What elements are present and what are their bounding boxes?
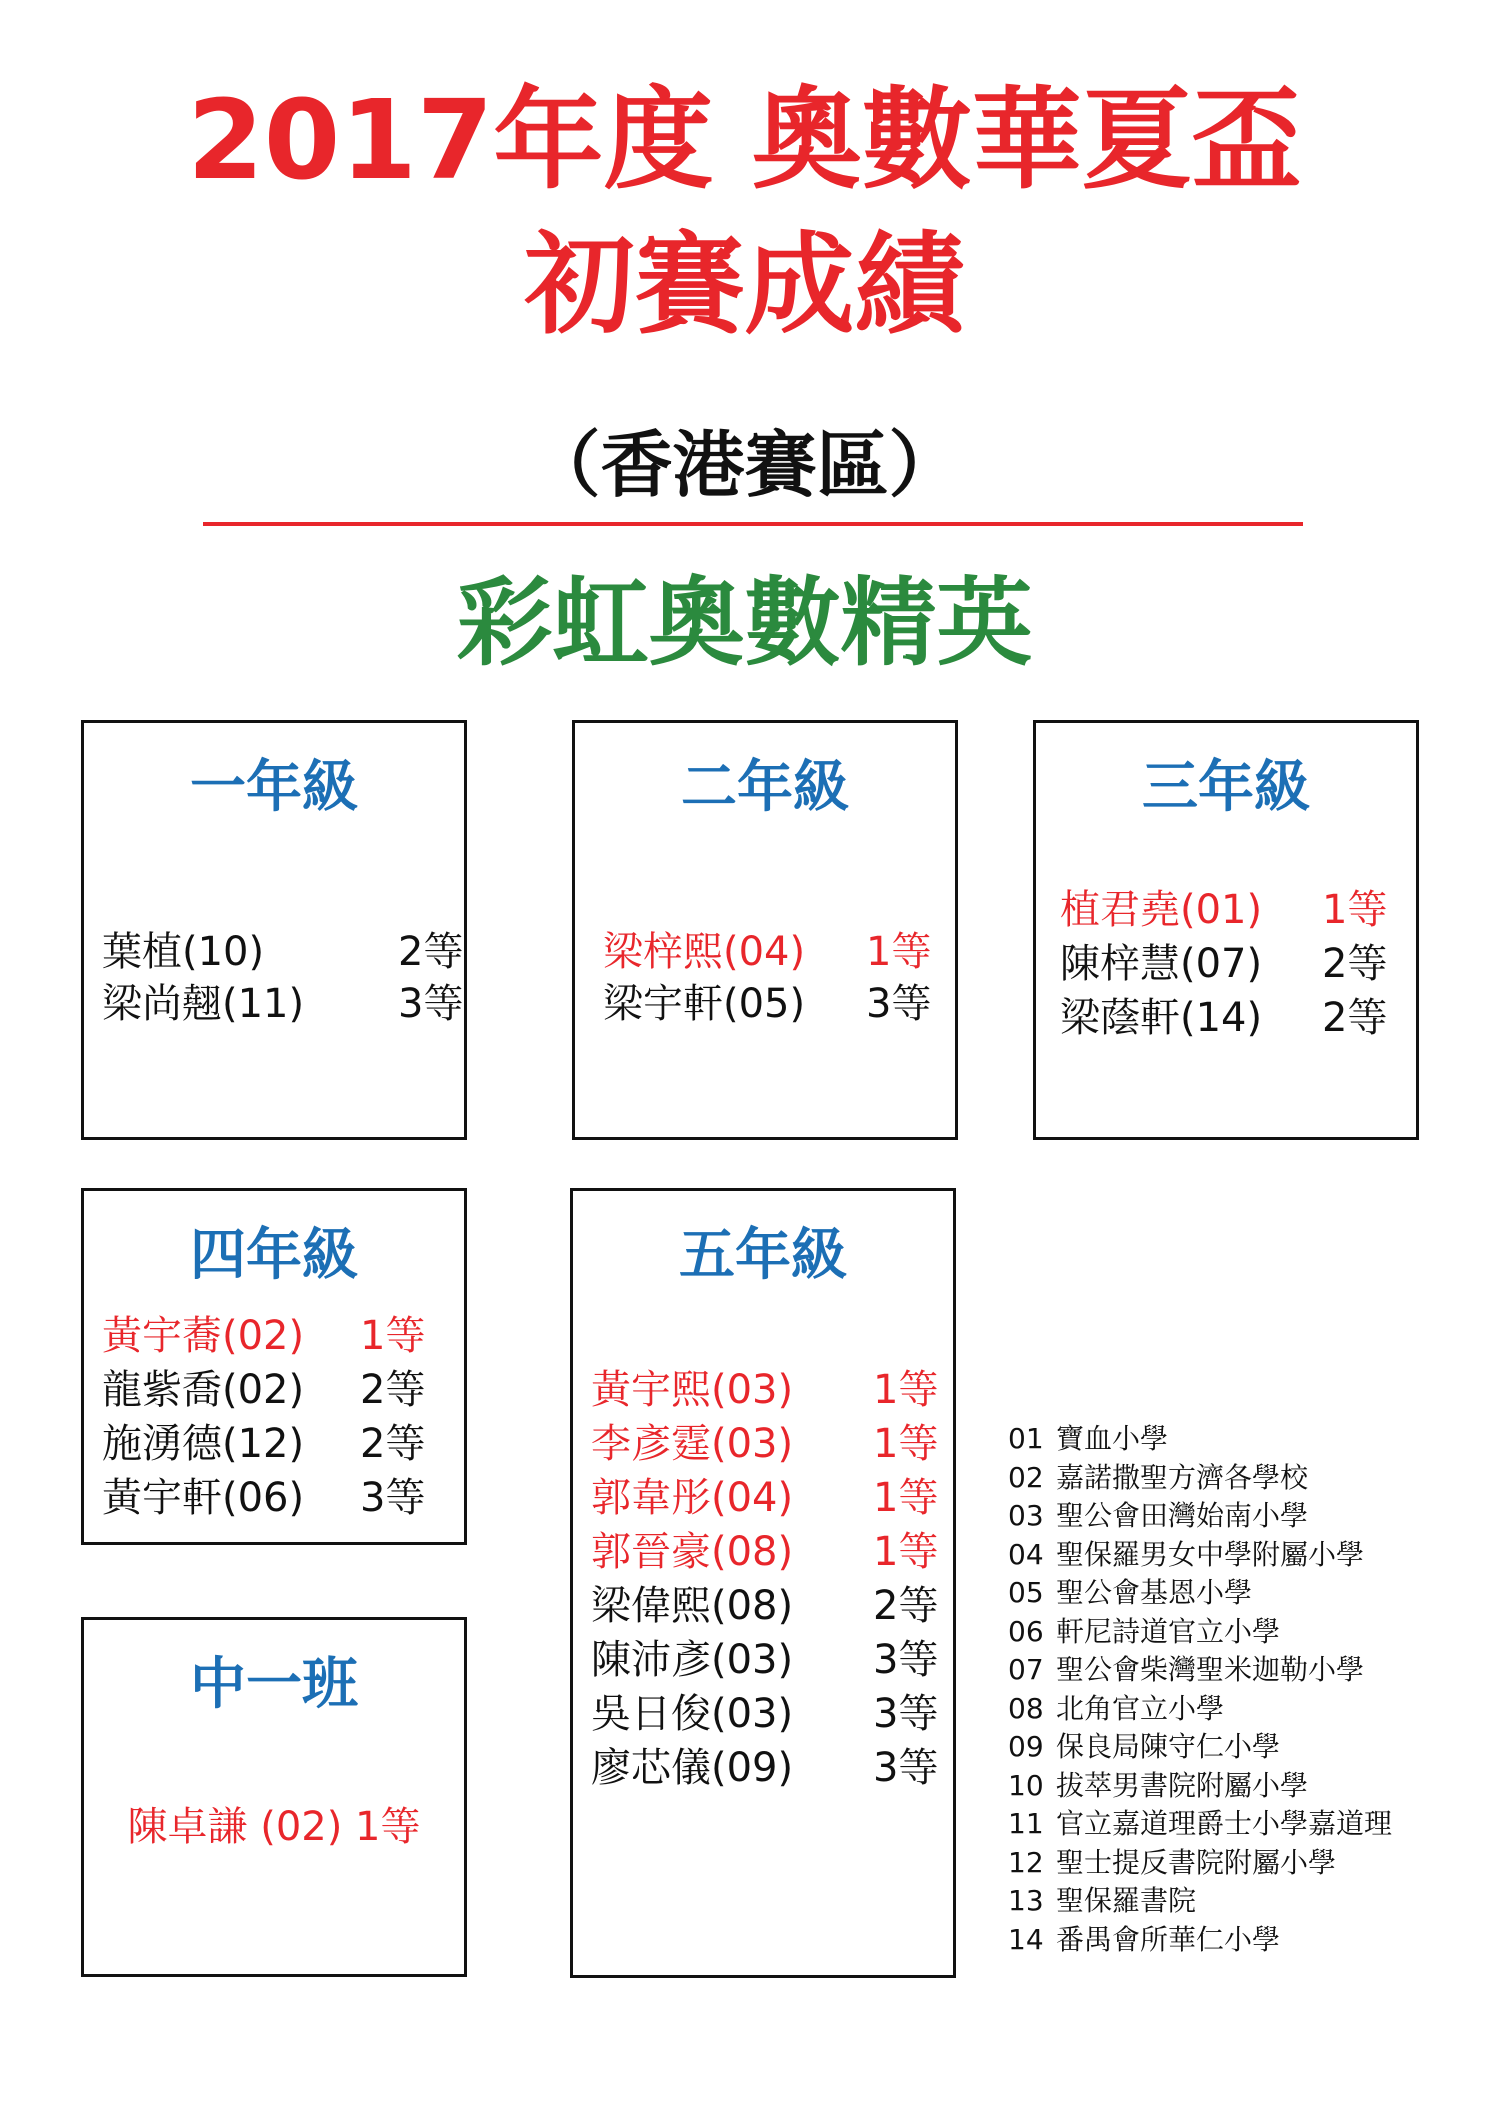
grade-1-box [81, 720, 467, 1140]
student-name: 龍紫喬(02) [102, 1367, 305, 1413]
school-name: 北角官立小學 [1056, 1691, 1225, 1725]
student-name: 梁梓熙(04) [603, 929, 806, 975]
legend-item [1008, 1690, 1478, 1729]
school-name: 番禺會所華仁小學 [1056, 1922, 1281, 1956]
school-code: 07 [1008, 1653, 1044, 1686]
student-name: 吳日俊(03) [591, 1691, 794, 1737]
form-1-box [81, 1617, 467, 1977]
award: 1等 [873, 1421, 939, 1467]
legend-item [1008, 1805, 1478, 1844]
school-code: 09 [1008, 1730, 1044, 1763]
student-name: 廖芯儀(09) [591, 1745, 794, 1791]
award: 2等 [360, 1367, 426, 1413]
student-name: 梁宇軒(05) [603, 981, 806, 1027]
school-name: 拔萃男書院附屬小學 [1056, 1768, 1309, 1802]
school-name: 聖保羅男女中學附屬小學 [1056, 1537, 1365, 1571]
school-code: 11 [1008, 1807, 1044, 1840]
grade-3-title: 三年級 [1142, 755, 1310, 820]
grade-2-title: 二年級 [681, 755, 849, 820]
award: 1等 [866, 929, 932, 975]
student-name: 陳卓謙 (02) 1等 [127, 1804, 421, 1850]
student-name: 李彥霆(03) [591, 1421, 794, 1467]
award: 2等 [398, 929, 464, 975]
school-name: 聖公會田灣始南小學 [1056, 1499, 1309, 1532]
award: 3等 [873, 1745, 939, 1791]
grade-4-box [81, 1188, 467, 1545]
legend-item [1008, 1459, 1478, 1498]
legend-item [1008, 1767, 1478, 1806]
school-name: 寶血小學 [1056, 1422, 1169, 1455]
student-name: 葉植(10) [102, 929, 265, 975]
grade-4-title: 四年級 [190, 1223, 358, 1288]
school-name: 聖士提反書院附屬小學 [1056, 1845, 1337, 1879]
legend-item [1008, 1651, 1478, 1690]
award: 2等 [360, 1421, 426, 1467]
school-code: 06 [1008, 1614, 1044, 1648]
legend-item [1008, 1882, 1478, 1921]
student-name: 梁蔭軒(14) [1060, 995, 1263, 1041]
school-name: 保良局陳守仁小學 [1056, 1730, 1281, 1763]
student-name: 陳梓慧(07) [1060, 941, 1263, 987]
school-code: 08 [1008, 1691, 1044, 1725]
legend-item [1008, 1420, 1478, 1459]
award: 3等 [866, 981, 932, 1027]
school-code: 02 [1008, 1460, 1044, 1494]
student-name: 梁偉熙(08) [591, 1583, 794, 1629]
school-code: 10 [1008, 1768, 1044, 1802]
award: 1等 [873, 1475, 939, 1521]
award: 1等 [1322, 887, 1388, 933]
award: 1等 [873, 1529, 939, 1575]
school-code: 14 [1008, 1922, 1044, 1956]
region-label: （香港賽區） [528, 423, 961, 507]
school-code: 13 [1008, 1884, 1044, 1917]
school-name: 嘉諾撒聖方濟各學校 [1056, 1460, 1309, 1494]
student-name: 施湧德(12) [102, 1421, 305, 1467]
school-name: 聖保羅書院 [1056, 1884, 1197, 1917]
school-code: 04 [1008, 1537, 1044, 1571]
student-name: 梁尚翹(11) [102, 981, 305, 1027]
student-name: 郭韋彤(04) [591, 1475, 794, 1521]
award: 2等 [1322, 995, 1388, 1041]
award: 3等 [398, 981, 464, 1027]
divider [203, 522, 1303, 526]
legend-item [1008, 1497, 1478, 1536]
grade-5-title: 五年級 [679, 1223, 847, 1288]
school-code: 12 [1008, 1845, 1044, 1879]
page-title: 2017年度 奧數華夏盃 [187, 76, 1302, 204]
legend-item [1008, 1844, 1478, 1883]
legend-item [1008, 1728, 1478, 1767]
school-name: 官立嘉道理爵士小學嘉道理 [1056, 1807, 1393, 1840]
award: 2等 [873, 1583, 939, 1629]
student-name: 黃宇軒(06) [102, 1475, 305, 1521]
student-name: 黃宇蕎(02) [102, 1313, 305, 1359]
grade-3-box [1033, 720, 1419, 1140]
page-subtitle: 初賽成績 [524, 221, 965, 349]
legend-item [1008, 1574, 1478, 1613]
school-code: 03 [1008, 1499, 1044, 1532]
form-1-title: 中一班 [190, 1652, 358, 1717]
award: 2等 [1322, 941, 1388, 987]
school-name: 聖公會基恩小學 [1056, 1576, 1253, 1609]
school-name: 彩虹奧數精英 [456, 567, 1033, 679]
legend-item [1008, 1921, 1478, 1960]
grade-1-title: 一年級 [190, 755, 358, 820]
grade-2-box [572, 720, 958, 1140]
award: 3等 [873, 1691, 939, 1737]
student-name: 郭晉豪(08) [591, 1529, 794, 1575]
grade-5-box [570, 1188, 956, 1978]
award: 3等 [873, 1637, 939, 1683]
award: 1等 [873, 1367, 939, 1413]
result-row [84, 1800, 464, 1854]
school-legend [1008, 1420, 1478, 1959]
school-code: 05 [1008, 1576, 1044, 1609]
legend-item [1008, 1536, 1478, 1575]
school-code: 01 [1008, 1422, 1044, 1455]
student-name: 黃宇熙(03) [591, 1367, 794, 1413]
school-name: 軒尼詩道官立小學 [1056, 1614, 1281, 1648]
student-name: 植君堯(01) [1060, 887, 1263, 933]
award: 1等 [360, 1313, 426, 1359]
legend-item [1008, 1613, 1478, 1652]
school-name: 聖公會柴灣聖米迦勒小學 [1056, 1653, 1365, 1686]
student-name: 陳沛彥(03) [591, 1637, 794, 1683]
award: 3等 [360, 1475, 426, 1521]
